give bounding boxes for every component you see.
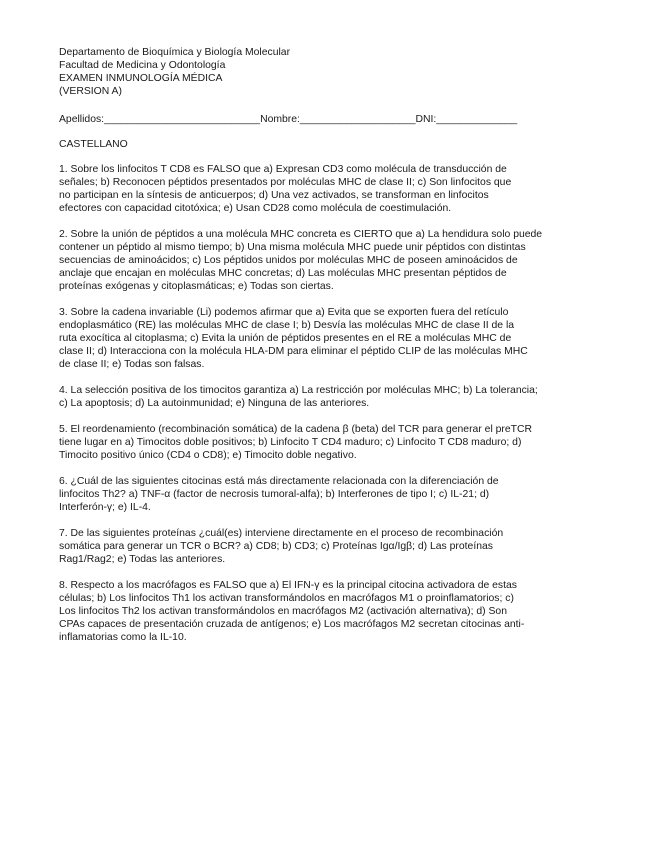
question-4 bbox=[59, 384, 559, 410]
question-2 bbox=[59, 228, 559, 293]
question-line: 3. Sobre la cadena invariable (Li) podemos afirmar que a) Evita que se exporten fuera del retículo bbox=[59, 307, 509, 318]
exam-title: EXAMEN INMUNOLOGÍA MÉDICA bbox=[59, 73, 223, 84]
question-line: somática para generar un TCR o BCR? a) CD8; b) CD3; c) Proteínas Igα/Igβ; d) Las proteínas bbox=[59, 541, 493, 552]
question-line: Timocito positivo único (CD4 o CD8); e) Timocito doble negativo. bbox=[59, 450, 357, 461]
question-line: Interferón-γ; e) IL-4. bbox=[59, 502, 151, 513]
question-line: proteínas exógenas y citoplasmáticas; e) Todas son ciertas. bbox=[59, 281, 334, 292]
question-line: señales; b) Reconocen péptidos presentados por moléculas MHC de clase II; c) Son linfocitos que bbox=[59, 177, 512, 188]
question-line: contener un péptido al mismo tiempo; b) Una misma molécula MHC puede unir péptidos con distintas bbox=[59, 242, 526, 253]
question-line: secuencias de aminoácidos; c) Los péptidos unidos por moléculas MHC de poseen aminoácidos de bbox=[59, 255, 518, 266]
question-5 bbox=[59, 423, 559, 462]
exam-version: (VERSION A) bbox=[59, 86, 122, 97]
faculty-line: Facultad de Medicina y Odontología bbox=[59, 60, 226, 71]
question-line: 7. De las siguientes proteínas ¿cuál(es) interviene directamente en el proceso de recombinación bbox=[59, 528, 504, 539]
question-line: 1. Sobre los linfocitos T CD8 es FALSO que a) Expresan CD3 como molécula de transducción de bbox=[59, 164, 507, 175]
question-6 bbox=[59, 475, 559, 514]
department-line: Departamento de Bioquímica y Biología Molecular bbox=[59, 47, 291, 58]
question-line: inflamatorias como la IL-10. bbox=[59, 632, 187, 643]
question-line: 4. La selección positiva de los timocitos garantiza a) La restricción por moléculas MHC; b) La tolerancia; bbox=[59, 385, 538, 396]
question-line: 8. Respecto a los macrófagos es FALSO que a) El IFN-γ es la principal citocina activadora de estas bbox=[59, 580, 517, 591]
question-line: tiene lugar en a) Timocitos doble positivos; b) Linfocito T CD4 maduro; c) Linfocito T CD8 maduro; d) bbox=[59, 437, 522, 448]
question-line: 2. Sobre la unión de péptidos a una molécula MHC concreta es CIERTO que a) La hendidura solo puede bbox=[59, 229, 543, 240]
question-line: endoplasmático (RE) las moléculas MHC de clase I; b) Desvía las moléculas MHC de clase II de la bbox=[59, 320, 515, 331]
question-3 bbox=[59, 306, 559, 371]
question-line: Los linfocitos Th2 los activan transformándolos en macrófagos M2 (activación alternativa); d) Son bbox=[59, 606, 507, 617]
question-line: 6. ¿Cuál de las siguientes citocinas está más directamente relacionada con la diferenciación de bbox=[59, 476, 499, 487]
question-8 bbox=[59, 579, 559, 644]
student-fields-line: Apellidos:___________________________Nombre:____________________DNI:______________ bbox=[59, 114, 518, 125]
question-line: linfocitos Th2? a) TNF-α (factor de necrosis tumoral-alfa); b) Interferones de tipo I; c) IL-21; d) bbox=[59, 489, 490, 500]
question-list bbox=[59, 163, 559, 657]
question-line: de clase II; e) Todas son falsas. bbox=[59, 359, 205, 370]
question-line: efectores con capacidad citotóxica; e) Usan CD28 como molécula de coestimulación. bbox=[59, 203, 452, 214]
question-1 bbox=[59, 163, 559, 215]
question-line: Rag1/Rag2; e) Todas las anteriores. bbox=[59, 554, 226, 565]
question-line: anclaje que encajan en moléculas MHC concretas; d) Las moléculas MHC presentan péptidos de bbox=[59, 268, 507, 279]
question-line: CPAs capaces de presentación cruzada de antígenos; e) Los macrófagos M2 secretan citocinas anti- bbox=[59, 619, 525, 630]
question-line: 5. El reordenamiento (recombinación somática) de la cadena β (beta) del TCR para generar el preTCR bbox=[59, 424, 533, 435]
question-7 bbox=[59, 527, 559, 566]
question-line: clase II; d) Interacciona con la molécula HLA-DM para eliminar el péptido CLIP de las moléculas MHC bbox=[59, 346, 528, 357]
section-title: CASTELLANO bbox=[59, 139, 128, 150]
question-line: c) La apoptosis; d) La autoinmunidad; e) Ninguna de las anteriores. bbox=[59, 398, 370, 409]
question-line: células; b) Los linfocitos Th1 los activan transformándolos en macrófagos M1 o proinflamatorios; c) bbox=[59, 593, 514, 604]
question-line: ruta exocítica al citoplasma; c) Evita la unión de péptidos presentes en el RE a moléculas MHC de bbox=[59, 333, 512, 344]
exam-header bbox=[59, 46, 599, 98]
question-line: no participan en la síntesis de anticuerpos; d) Una vez activados, se transforman en linfocitos bbox=[59, 190, 489, 201]
